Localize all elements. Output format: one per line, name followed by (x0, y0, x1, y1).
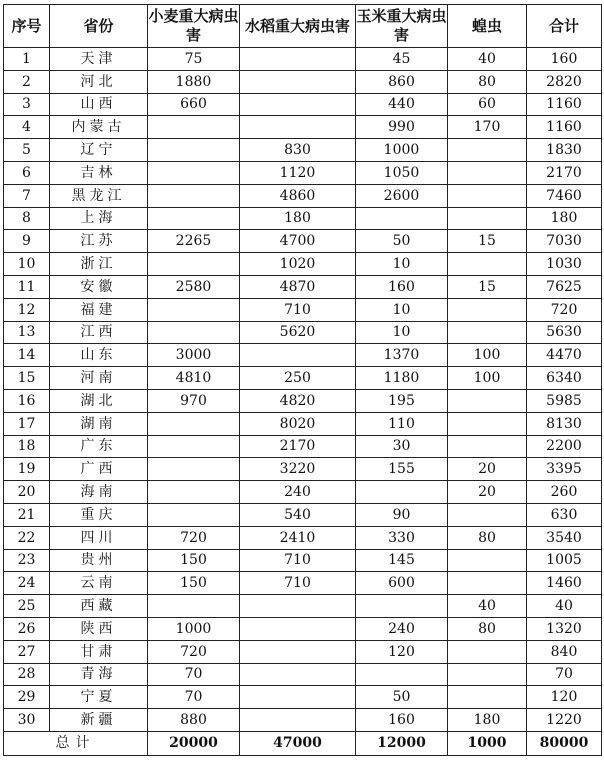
cell-rice: 830 (240, 139, 356, 162)
cell-province: 浙江 (50, 253, 148, 276)
cell-rice: 710 (240, 549, 356, 572)
cell-wheat (148, 207, 240, 230)
cell-province: 广西 (50, 458, 148, 481)
cell-province: 江西 (50, 321, 148, 344)
cell-province: 西藏 (50, 595, 148, 618)
total-rice: 47000 (240, 731, 356, 755)
cell-sum: 7460 (527, 184, 602, 207)
cell-index: 27 (4, 640, 50, 663)
cell-wheat: 1880 (148, 70, 240, 93)
cell-sum: 1220 (527, 709, 602, 732)
cell-locust (448, 184, 527, 207)
cell-wheat (148, 161, 240, 184)
cell-rice: 710 (240, 572, 356, 595)
table-row (4, 435, 602, 458)
cell-wheat: 75 (148, 48, 240, 71)
table-row (4, 709, 602, 732)
cell-index: 1 (4, 48, 50, 71)
cell-locust (448, 161, 527, 184)
table-row (4, 184, 602, 207)
cell-province: 内蒙古 (50, 116, 148, 139)
cell-rice: 2170 (240, 435, 356, 458)
cell-corn: 1370 (356, 344, 448, 367)
table-row (4, 481, 602, 504)
cell-wheat: 1000 (148, 617, 240, 640)
cell-sum: 40 (527, 595, 602, 618)
cell-index: 15 (4, 367, 50, 390)
cell-sum: 180 (527, 207, 602, 230)
cell-locust (448, 139, 527, 162)
cell-wheat: 970 (148, 389, 240, 412)
cell-corn: 1000 (356, 139, 448, 162)
cell-locust: 15 (448, 275, 527, 298)
cell-rice (240, 663, 356, 686)
cell-wheat (148, 298, 240, 321)
header-corn: 玉米重大病虫害 (356, 5, 448, 48)
cell-index: 21 (4, 503, 50, 526)
cell-locust (448, 412, 527, 435)
cell-index: 26 (4, 617, 50, 640)
cell-sum: 720 (527, 298, 602, 321)
cell-locust (448, 503, 527, 526)
cell-wheat: 720 (148, 526, 240, 549)
table-row (4, 458, 602, 481)
cell-wheat (148, 503, 240, 526)
table-row (4, 70, 602, 93)
cell-wheat: 4810 (148, 367, 240, 390)
cell-corn: 240 (356, 617, 448, 640)
cell-corn (356, 481, 448, 504)
cell-corn: 10 (356, 298, 448, 321)
cell-index: 2 (4, 70, 50, 93)
table-body (4, 48, 602, 732)
cell-corn: 860 (356, 70, 448, 93)
cell-sum: 1460 (527, 572, 602, 595)
cell-corn: 10 (356, 321, 448, 344)
table-row (4, 207, 602, 230)
cell-wheat (148, 435, 240, 458)
cell-sum: 1005 (527, 549, 602, 572)
cell-rice: 710 (240, 298, 356, 321)
cell-wheat (148, 321, 240, 344)
total-sum: 80000 (527, 731, 602, 755)
cell-province: 山西 (50, 93, 148, 116)
cell-corn: 440 (356, 93, 448, 116)
cell-locust: 40 (448, 48, 527, 71)
cell-corn: 160 (356, 709, 448, 732)
table-row (4, 298, 602, 321)
header-wheat: 小麦重大病虫害 (148, 5, 240, 48)
cell-rice: 1120 (240, 161, 356, 184)
cell-province: 四川 (50, 526, 148, 549)
cell-locust (448, 549, 527, 572)
cell-sum: 630 (527, 503, 602, 526)
cell-sum: 2170 (527, 161, 602, 184)
cell-locust (448, 435, 527, 458)
table-row (4, 526, 602, 549)
cell-locust (448, 207, 527, 230)
cell-locust: 40 (448, 595, 527, 618)
cell-rice: 4870 (240, 275, 356, 298)
table-row (4, 617, 602, 640)
cell-sum: 8130 (527, 412, 602, 435)
table-row (4, 686, 602, 709)
cell-index: 6 (4, 161, 50, 184)
cell-corn: 120 (356, 640, 448, 663)
cell-index: 5 (4, 139, 50, 162)
cell-rice: 5620 (240, 321, 356, 344)
cell-sum: 260 (527, 481, 602, 504)
cell-locust (448, 321, 527, 344)
cell-corn (356, 595, 448, 618)
cell-corn: 1050 (356, 161, 448, 184)
cell-index: 17 (4, 412, 50, 435)
cell-corn: 110 (356, 412, 448, 435)
cell-corn: 45 (356, 48, 448, 71)
cell-index: 10 (4, 253, 50, 276)
cell-locust (448, 389, 527, 412)
cell-rice: 4860 (240, 184, 356, 207)
cell-corn: 10 (356, 253, 448, 276)
cell-rice: 540 (240, 503, 356, 526)
cell-province: 云南 (50, 572, 148, 595)
cell-index: 23 (4, 549, 50, 572)
cell-province: 河南 (50, 367, 148, 390)
cell-wheat: 880 (148, 709, 240, 732)
table-row (4, 230, 602, 253)
cell-index: 30 (4, 709, 50, 732)
cell-province: 宁夏 (50, 686, 148, 709)
cell-sum: 1160 (527, 116, 602, 139)
cell-index: 13 (4, 321, 50, 344)
cell-province: 福建 (50, 298, 148, 321)
header-row (4, 5, 602, 48)
cell-province: 山东 (50, 344, 148, 367)
cell-rice (240, 93, 356, 116)
cell-wheat: 70 (148, 663, 240, 686)
cell-sum: 2200 (527, 435, 602, 458)
cell-corn: 90 (356, 503, 448, 526)
cell-sum: 2820 (527, 70, 602, 93)
cell-wheat: 3000 (148, 344, 240, 367)
cell-province: 湖北 (50, 389, 148, 412)
cell-wheat: 150 (148, 549, 240, 572)
cell-index: 9 (4, 230, 50, 253)
cell-wheat: 720 (148, 640, 240, 663)
cell-province: 辽宁 (50, 139, 148, 162)
total-label: 总计 (4, 731, 148, 755)
cell-rice: 4820 (240, 389, 356, 412)
cell-locust: 20 (448, 481, 527, 504)
cell-corn (356, 663, 448, 686)
total-locust: 1000 (448, 731, 527, 755)
cell-locust: 15 (448, 230, 527, 253)
table-row (4, 139, 602, 162)
cell-index: 7 (4, 184, 50, 207)
cell-sum: 5985 (527, 389, 602, 412)
cell-locust (448, 298, 527, 321)
cell-province: 河北 (50, 70, 148, 93)
header-province: 省份 (50, 5, 148, 48)
cell-rice (240, 686, 356, 709)
cell-rice: 2410 (240, 526, 356, 549)
cell-index: 28 (4, 663, 50, 686)
pest-control-table (3, 4, 602, 756)
cell-locust: 100 (448, 344, 527, 367)
total-corn: 12000 (356, 731, 448, 755)
header-rice: 水稻重大病虫害 (240, 5, 356, 48)
cell-corn: 330 (356, 526, 448, 549)
cell-locust: 80 (448, 617, 527, 640)
cell-locust: 170 (448, 116, 527, 139)
cell-index: 12 (4, 298, 50, 321)
table-row (4, 321, 602, 344)
cell-sum: 1320 (527, 617, 602, 640)
cell-rice (240, 617, 356, 640)
cell-index: 14 (4, 344, 50, 367)
cell-locust: 20 (448, 458, 527, 481)
cell-sum: 4470 (527, 344, 602, 367)
table-row (4, 572, 602, 595)
cell-province: 江苏 (50, 230, 148, 253)
total-wheat: 20000 (148, 731, 240, 755)
cell-index: 3 (4, 93, 50, 116)
cell-rice (240, 70, 356, 93)
cell-province: 湖南 (50, 412, 148, 435)
cell-index: 19 (4, 458, 50, 481)
cell-province: 上海 (50, 207, 148, 230)
cell-corn (356, 207, 448, 230)
cell-sum: 70 (527, 663, 602, 686)
cell-rice (240, 344, 356, 367)
cell-sum: 7625 (527, 275, 602, 298)
cell-rice (240, 595, 356, 618)
cell-sum: 120 (527, 686, 602, 709)
cell-province: 青海 (50, 663, 148, 686)
cell-province: 甘肃 (50, 640, 148, 663)
cell-corn: 990 (356, 116, 448, 139)
cell-wheat (148, 116, 240, 139)
cell-province: 天津 (50, 48, 148, 71)
cell-wheat: 660 (148, 93, 240, 116)
cell-locust: 60 (448, 93, 527, 116)
cell-wheat (148, 595, 240, 618)
cell-sum: 1830 (527, 139, 602, 162)
cell-province: 安徽 (50, 275, 148, 298)
cell-rice: 180 (240, 207, 356, 230)
cell-locust: 100 (448, 367, 527, 390)
cell-corn: 30 (356, 435, 448, 458)
cell-corn: 195 (356, 389, 448, 412)
cell-corn: 160 (356, 275, 448, 298)
cell-province: 新疆 (50, 709, 148, 732)
cell-wheat (148, 412, 240, 435)
cell-locust: 180 (448, 709, 527, 732)
cell-index: 22 (4, 526, 50, 549)
table-row (4, 116, 602, 139)
cell-sum: 840 (527, 640, 602, 663)
cell-corn: 600 (356, 572, 448, 595)
cell-corn: 145 (356, 549, 448, 572)
total-row (4, 731, 602, 755)
cell-rice: 3220 (240, 458, 356, 481)
header-sum: 合计 (527, 5, 602, 48)
cell-province: 广东 (50, 435, 148, 458)
cell-locust: 80 (448, 70, 527, 93)
cell-corn: 50 (356, 230, 448, 253)
cell-index: 16 (4, 389, 50, 412)
cell-province: 吉林 (50, 161, 148, 184)
cell-wheat (148, 184, 240, 207)
cell-corn: 50 (356, 686, 448, 709)
header-locust: 蝗虫 (448, 5, 527, 48)
cell-locust (448, 663, 527, 686)
cell-rice (240, 116, 356, 139)
table-row (4, 161, 602, 184)
cell-index: 8 (4, 207, 50, 230)
cell-index: 20 (4, 481, 50, 504)
cell-locust (448, 572, 527, 595)
table-row (4, 344, 602, 367)
cell-rice (240, 640, 356, 663)
cell-wheat: 150 (148, 572, 240, 595)
table-row (4, 93, 602, 116)
cell-province: 黑龙江 (50, 184, 148, 207)
table-row (4, 367, 602, 390)
cell-wheat: 2265 (148, 230, 240, 253)
cell-rice: 1020 (240, 253, 356, 276)
table-row (4, 663, 602, 686)
cell-sum: 7030 (527, 230, 602, 253)
cell-sum: 3395 (527, 458, 602, 481)
table-row (4, 253, 602, 276)
cell-index: 11 (4, 275, 50, 298)
cell-rice (240, 709, 356, 732)
cell-index: 29 (4, 686, 50, 709)
cell-locust (448, 686, 527, 709)
header-index: 序号 (4, 5, 50, 48)
cell-province: 贵州 (50, 549, 148, 572)
table-row (4, 389, 602, 412)
cell-wheat (148, 139, 240, 162)
cell-wheat (148, 481, 240, 504)
cell-wheat (148, 253, 240, 276)
cell-province: 重庆 (50, 503, 148, 526)
cell-sum: 160 (527, 48, 602, 71)
table-row (4, 275, 602, 298)
cell-index: 25 (4, 595, 50, 618)
cell-sum: 5630 (527, 321, 602, 344)
cell-rice: 240 (240, 481, 356, 504)
cell-wheat (148, 458, 240, 481)
cell-sum: 1160 (527, 93, 602, 116)
cell-sum: 1030 (527, 253, 602, 276)
cell-corn: 155 (356, 458, 448, 481)
table-row (4, 412, 602, 435)
cell-rice: 4700 (240, 230, 356, 253)
table-row (4, 595, 602, 618)
cell-province: 海南 (50, 481, 148, 504)
table-row (4, 549, 602, 572)
table-row (4, 503, 602, 526)
table-row (4, 640, 602, 663)
cell-province: 陕西 (50, 617, 148, 640)
cell-locust (448, 640, 527, 663)
cell-rice (240, 48, 356, 71)
cell-rice: 8020 (240, 412, 356, 435)
cell-wheat: 2580 (148, 275, 240, 298)
cell-sum: 6340 (527, 367, 602, 390)
cell-corn: 1180 (356, 367, 448, 390)
cell-index: 4 (4, 116, 50, 139)
cell-corn: 2600 (356, 184, 448, 207)
table-row (4, 48, 602, 71)
cell-wheat: 70 (148, 686, 240, 709)
cell-locust (448, 253, 527, 276)
cell-rice: 250 (240, 367, 356, 390)
cell-index: 18 (4, 435, 50, 458)
cell-locust: 80 (448, 526, 527, 549)
cell-index: 24 (4, 572, 50, 595)
cell-sum: 3540 (527, 526, 602, 549)
